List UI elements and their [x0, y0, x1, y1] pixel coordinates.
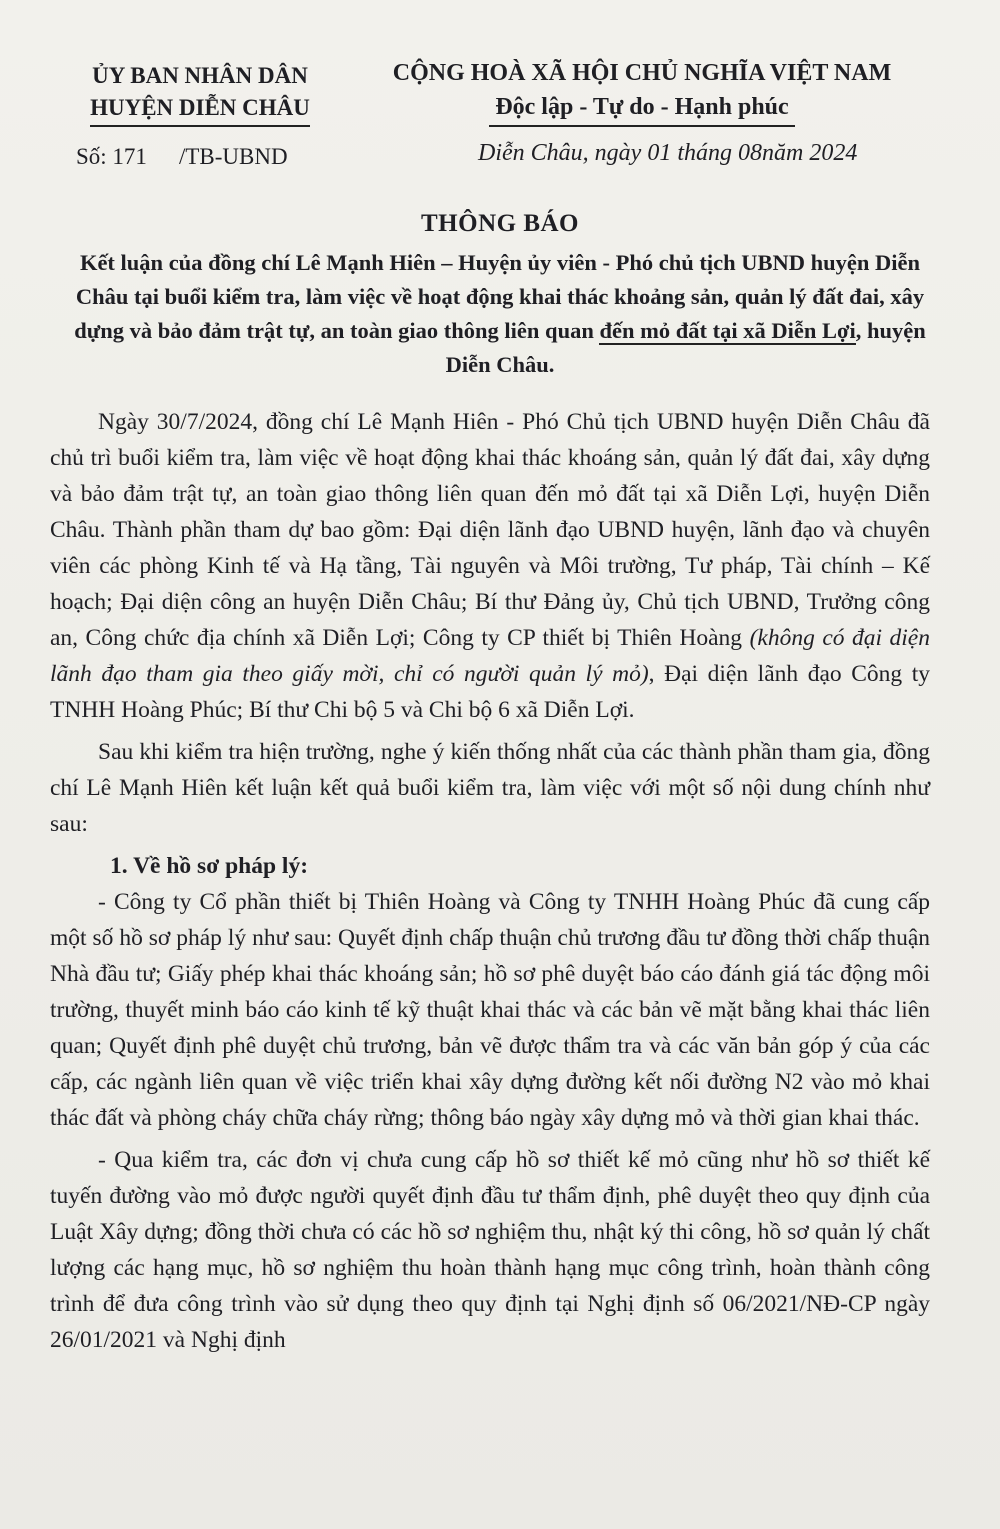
subtitle-part1: Kết luận của đồng chí Lê Mạnh Hiên – Huyện ủy viên - Phó chủ tịch UBND huyện Diễn Châu tại buổi kiểm tra, làm việc về hoạt động khai thác khoảng sản, quản lý đất đai, xây dựng và bảo đảm trật tự, an toàn giao thông liên quan	[74, 250, 925, 343]
paragraph-intro-tail: , Đại diện lãnh đạo Công ty TNHH Hoàng Phúc; Bí thư Chi bộ 5 và Chi bộ 6 xã Diễn Lợi.	[50, 661, 930, 723]
subtitle-part3: , huyện Diễn Châu.	[445, 318, 926, 377]
issuing-agency	[70, 60, 330, 127]
doc-number-prefix: Số: 171	[76, 144, 147, 169]
document-body	[50, 404, 930, 1364]
date-line: Diễn Châu, ngày 01 tháng 08năm 2024	[478, 140, 858, 166]
paragraph-intro-text: Ngày 30/7/2024, đồng chí Lê Mạnh Hiên - Phó Chủ tịch UBND huyện Diễn Châu đã chủ trì buổi kiểm tra, làm việc về hoạt động khai thác khoáng sản, quản lý đất đai, xây dựng và bảo đảm trật tự, an toàn giao thông liên quan đến mỏ đất tại xã Diễn Lợi, huyện Diễn Châu. Thành phần tham dự bao gồm: Đại diện lãnh đạo UBND huyện, lãnh đạo và chuyên viên các phòng Kinh tế và Hạ tầng, Tài nguyên và Môi trường, Tư pháp, Tài chính – Kế hoạch; Đại diện công an huyện Diễn Châu; Bí thư Đảng ủy, Chủ tịch UBND, Trưởng công an, Công chức địa chính xã Diễn Lợi; Công ty CP thiết bị Thiên Hoàng	[50, 409, 930, 651]
nation-name: CỘNG HOÀ XÃ HỘI CHỦ NGHĨA VIỆT NAM	[392, 60, 892, 86]
national-heading	[372, 56, 912, 127]
document-number	[76, 144, 288, 170]
agency-name: ỦY BAN NHÂN DÂN	[92, 63, 308, 88]
paragraph-conclusion-intro: Sau khi kiểm tra hiện trường, nghe ý kiến thống nhất của các thành phần tham gia, đồng chí Lê Mạnh Hiên kết luận kết quả buổi kiểm tra, làm việc với một số nội dung chính như sau:	[50, 739, 930, 837]
nation-motto: Độc lập - Tự do - Hạnh phúc	[489, 90, 794, 127]
agency-district: HUYỆN DIỄN CHÂU	[90, 92, 310, 127]
subtitle-underlined: đến mỏ đất tại xã Diễn Lợi	[599, 318, 856, 343]
document-title: THÔNG BÁO	[421, 210, 579, 237]
paragraph-inspection: - Qua kiểm tra, các đơn vị chưa cung cấp hồ sơ thiết kế mỏ cũng như hồ sơ thiết kế tuyến đường vào mỏ được người quyết định đầu tư thẩm định, phê duyệt theo quy định của Luật Xây dựng; đồng thời chưa có các hồ sơ nghiệm thu, nhật ký thi công, hồ sơ quản lý chất lượng các hạng mục, hồ sơ nghiệm thu hoàn thành hạng mục công trình, hoàn thành công trình để đưa công trình vào sử dụng theo quy định tại Nghị định số 06/2021/NĐ-CP ngày 26/01/2021 và Nghị định	[50, 1147, 930, 1353]
paragraph-intro-italic: (không có đại diện lãnh đạo tham gia theo giấy mời, chỉ có người quản lý mỏ)	[50, 625, 930, 687]
document-subtitle	[60, 246, 940, 382]
doc-number-suffix: /TB-UBND	[178, 144, 288, 169]
section-heading: 1. Về hồ sơ pháp lý:	[110, 853, 309, 879]
document-header	[0, 52, 1000, 182]
paragraph-legal-docs: - Công ty Cổ phần thiết bị Thiên Hoàng và Công ty TNHH Hoàng Phúc đã cung cấp một số hồ sơ pháp lý như sau: Quyết định chấp thuận chủ trương đầu tư đồng thời chấp thuận Nhà đầu tư; Giấy phép khai thác khoáng sản; hồ sơ phê duyệt báo cáo đánh giá tác động môi trường, thuyết minh báo cáo kinh tế kỹ thuật khai thác và các bản vẽ mặt bằng khai thác liên quan; Quyết định phê duyệt chủ trương, bản vẽ được thẩm tra và các văn bản góp ý của các cấp, các ngành liên quan về việc triển khai xây dựng đường kết nối đường N2 vào mỏ khai thác đất và phòng cháy chữa cháy rừng; thông báo ngày xây dựng mỏ và thời gian khai thác.	[50, 889, 930, 1131]
paragraph-intro	[50, 404, 930, 728]
